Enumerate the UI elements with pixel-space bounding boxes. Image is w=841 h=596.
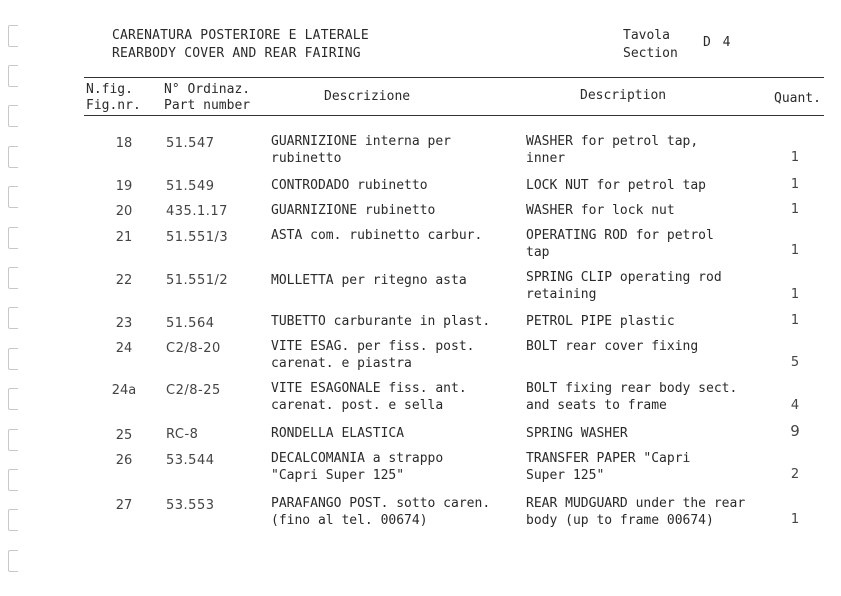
row-desc-en: REAR MUDGUARD under the rear body (up to frame 00674)	[526, 496, 746, 528]
row-fig: 24	[115, 341, 133, 356]
row-desc-en: SPRING WASHER	[526, 426, 628, 441]
row-part-number: 51.547	[166, 136, 215, 151]
row-fig: 22	[115, 273, 133, 288]
row-desc-en: TRANSFER PAPER "Capri Super 125"	[526, 451, 691, 483]
binder-hole	[8, 348, 18, 370]
row-desc-it: ASTA com. rubinetto carbur.	[271, 228, 483, 243]
col-part-line2: Part number	[164, 98, 251, 113]
col-desc-it-header: Descrizione	[324, 89, 411, 104]
row-desc-en: OPERATING ROD for petrol tap	[526, 228, 714, 260]
row-qty: 1	[790, 313, 800, 328]
row-qty: 1	[790, 202, 800, 217]
row-fig: 21	[115, 230, 133, 245]
row-fig: 25	[115, 428, 133, 443]
row-part-number: 51.551/3	[166, 230, 229, 245]
col-fig-line1: N.fig.	[86, 82, 133, 97]
row-part-number: 51.549	[166, 179, 215, 194]
row-qty: 4	[790, 398, 800, 413]
title-english: REARBODY COVER AND REAR FAIRING	[112, 46, 361, 61]
header-bottom-rule	[84, 115, 824, 116]
row-desc-it: GUARNIZIONE rubinetto	[271, 203, 436, 218]
col-fig-line2: Fig.nr.	[86, 98, 141, 113]
row-fig: 27	[115, 498, 133, 513]
row-desc-en: BOLT rear cover fixing	[526, 339, 699, 354]
section-label-en: Section	[623, 46, 678, 61]
row-desc-en: WASHER for petrol tap, inner	[526, 134, 699, 166]
row-part-number: 53.553	[166, 498, 215, 513]
row-part-number: 51.564	[166, 316, 215, 331]
row-qty: 9	[790, 422, 800, 440]
col-desc-en-header: Description	[580, 88, 667, 103]
page-title	[112, 27, 369, 63]
row-desc-en: PETROL PIPE plastic	[526, 314, 675, 329]
row-desc-it: CONTRODADO rubinetto	[271, 178, 428, 193]
row-desc-it: VITE ESAG. per fiss. post. carenat. e piastra	[271, 339, 475, 371]
row-part-number: 51.551/2	[166, 273, 229, 288]
row-desc-it: PARAFANGO POST. sotto caren. (fino al tel. 00674)	[271, 496, 491, 528]
binder-hole	[8, 267, 18, 289]
binder-hole	[8, 65, 18, 87]
row-desc-en: WASHER for lock nut	[526, 203, 675, 218]
row-fig: 24a	[111, 383, 137, 398]
tavola-label: Tavola	[623, 28, 670, 43]
section-code: D 4	[703, 35, 733, 50]
row-desc-en: LOCK NUT for petrol tap	[526, 178, 707, 193]
row-fig: 18	[115, 136, 133, 151]
row-desc-it: RONDELLA ELASTICA	[271, 426, 405, 441]
section-label	[623, 27, 678, 63]
row-part-number: RC-8	[166, 427, 199, 442]
binder-hole	[8, 186, 18, 208]
header-top-rule	[84, 77, 824, 78]
row-desc-en: BOLT fixing rear body sect. and seats to frame	[526, 381, 738, 413]
binder-hole	[8, 509, 18, 531]
row-fig: 26	[115, 453, 133, 468]
col-part-header	[164, 82, 250, 114]
row-qty: 1	[790, 243, 800, 258]
row-part-number: 53.544	[166, 453, 215, 468]
binder-hole	[8, 550, 18, 572]
binder-hole	[8, 227, 18, 249]
col-qty-header: Quant.	[774, 91, 821, 106]
row-qty: 1	[790, 287, 800, 302]
binder-hole	[8, 307, 18, 329]
row-qty: 1	[790, 512, 800, 527]
title-italian: CARENATURA POSTERIORE E LATERALE	[112, 28, 369, 43]
binder-hole	[8, 105, 18, 127]
row-part-number: 435.1.17	[166, 204, 228, 219]
row-desc-it: VITE ESAGONALE fiss. ant. carenat. post. e sella	[271, 381, 467, 413]
row-qty: 1	[790, 177, 800, 192]
row-desc-it: MOLLETTA per ritegno asta	[271, 273, 467, 288]
row-fig: 20	[115, 204, 133, 219]
binder-hole	[8, 146, 18, 168]
col-part-line1: N° Ordinaz.	[164, 82, 251, 97]
binder-hole	[8, 388, 18, 410]
col-fig-header	[86, 82, 141, 114]
row-qty: 1	[790, 150, 800, 165]
row-desc-it: GUARNIZIONE interna per rubinetto	[271, 134, 452, 166]
binder-hole	[8, 25, 18, 47]
row-qty: 2	[790, 467, 800, 482]
row-fig: 23	[115, 316, 133, 331]
binder-hole	[8, 429, 18, 451]
row-qty: 5	[790, 355, 800, 370]
row-desc-en: SPRING CLIP operating rod retaining	[526, 270, 722, 302]
row-desc-it: TUBETTO carburante in plast.	[271, 314, 491, 329]
row-desc-it: DECALCOMANIA a strappo "Capri Super 125"	[271, 451, 444, 483]
row-part-number: C2/8-25	[166, 383, 221, 398]
binder-hole	[8, 469, 18, 491]
row-fig: 19	[115, 179, 133, 194]
row-part-number: C2/8-20	[166, 341, 221, 356]
